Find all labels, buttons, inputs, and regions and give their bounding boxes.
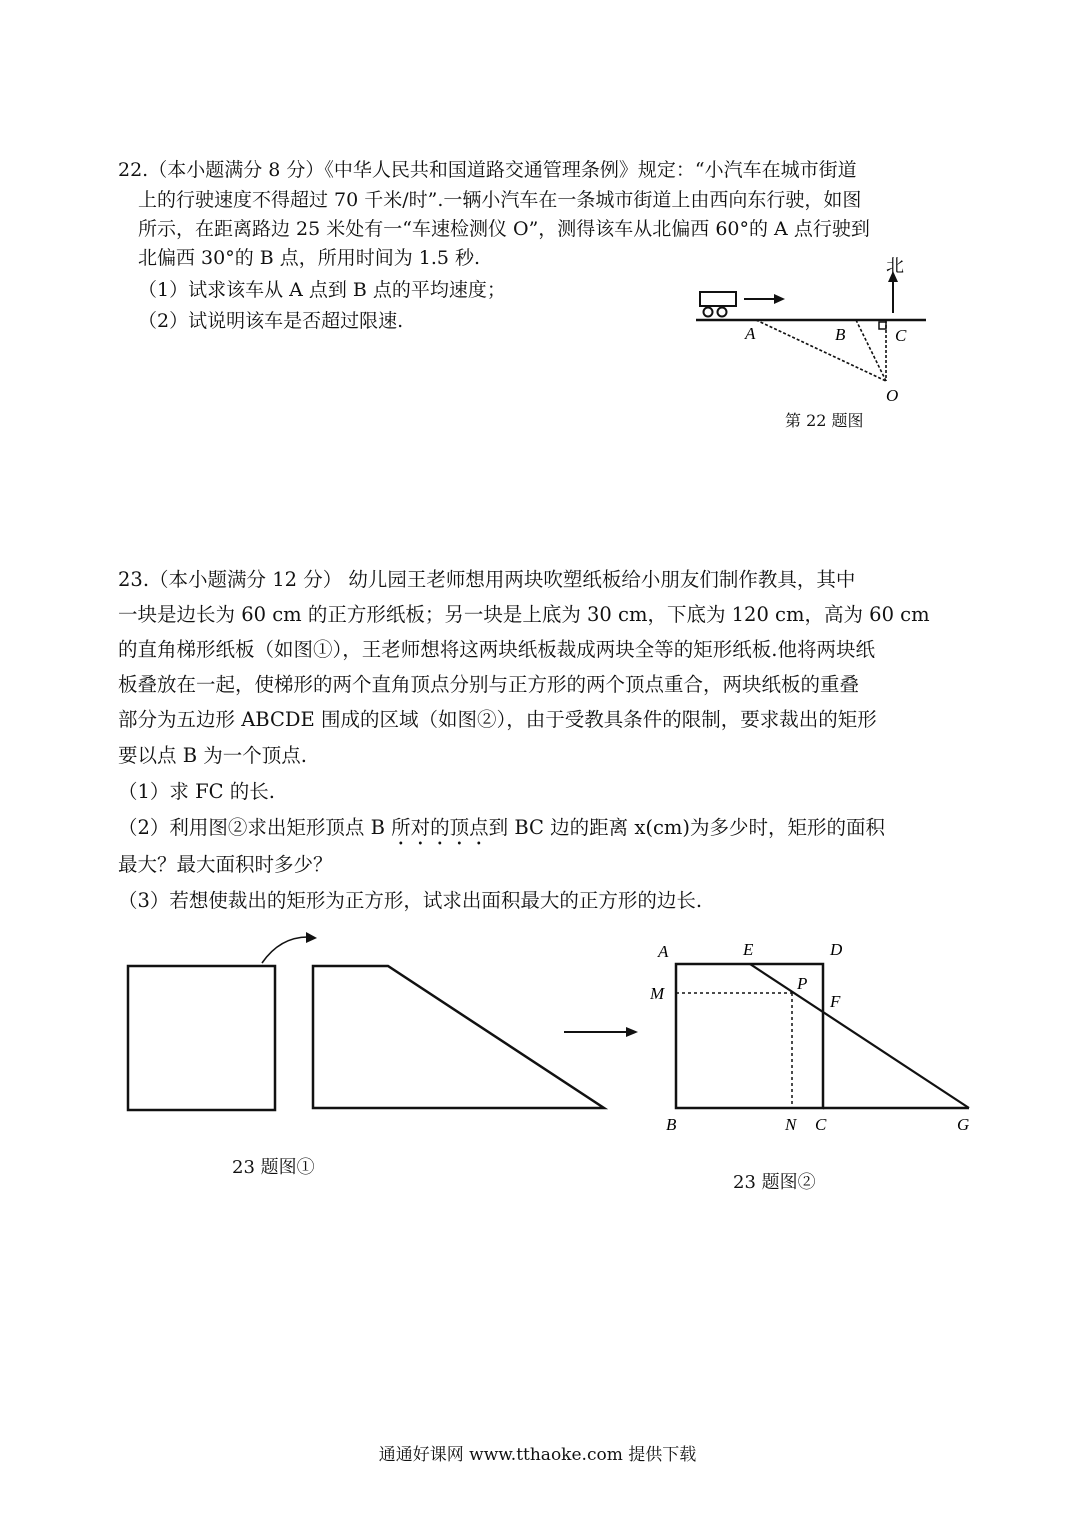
point-label-B: B xyxy=(835,325,846,344)
figure-22-caption: 第 22 题图 xyxy=(785,411,864,430)
car-wheel xyxy=(704,308,713,317)
slant-edge-EG xyxy=(750,964,969,1108)
q23-sub-2-emphasis: 所对的顶点 xyxy=(391,816,489,839)
car-icon xyxy=(700,292,736,306)
point-label-D: D xyxy=(830,940,843,959)
point-label-E: E xyxy=(743,940,754,959)
point-label-G: G xyxy=(957,1115,970,1134)
page-footer: 通通好课网 www.tthaoke.com 提供下载 xyxy=(378,1445,697,1465)
point-label-C: C xyxy=(815,1115,827,1134)
q23-line-5: 部分为五边形 ABCDE 围成的区域（如图②），由于受教具条件的限制，要求裁出的矩形 xyxy=(118,708,877,731)
point-label-P: P xyxy=(797,974,808,993)
q23-sub-2-part-1: （2）利用图②求出矩形顶点 B xyxy=(118,816,392,839)
q23-sub-2-part-3: 到 BC 边的距离 x(cm)为多少时，矩形的面积 xyxy=(488,816,885,839)
q23-sub-3: （3）若想使裁出的矩形为正方形，试求出面积最大的正方形的边长. xyxy=(118,889,703,912)
arrow-right-icon xyxy=(626,1027,638,1037)
q23-line-6: 要以点 B 为一个顶点. xyxy=(118,744,307,767)
square-board xyxy=(128,966,275,1110)
point-label-B: B xyxy=(666,1115,677,1134)
q22-line-3: 所示，在距离路边 25 米处有一“车速检测仪 O”，测得该车从北偏西 60°的 A 点行驶到 xyxy=(138,218,870,240)
point-label-M: M xyxy=(650,984,665,1003)
q23-line-2: 一块是边长为 60 cm 的正方形纸板；另一块是上底为 30 cm，下底为 120 cm，高为 60 cm xyxy=(118,603,930,626)
q23-line-4: 板叠放在一起，使梯形的两个直角顶点分别与正方形的两个顶点重合，两块纸板的重叠 xyxy=(118,673,860,696)
transform-arrow xyxy=(562,1022,642,1042)
north-label: 北 xyxy=(886,256,904,277)
q22-line-4: 北偏西 30°的 B 点，所用时间为 1.5 秒. xyxy=(138,247,481,269)
q23-sub-2 xyxy=(118,816,885,850)
q22-line-1: 22.（本小题满分 8 分）《中华人民共和国道路交通管理条例》规定：“小汽车在城市街道 xyxy=(118,159,857,181)
figure-23-1-caption: 23 题图① xyxy=(232,1157,315,1178)
figure-23-2 xyxy=(650,935,990,1140)
q22-line-2: 上的行驶速度不得超过 70 千米/时”.一辆小汽车在一条城市街道上由西向东行驶，如图 xyxy=(138,189,862,211)
figure-23-2-caption: 23 题图② xyxy=(733,1172,816,1193)
right-angle-mark xyxy=(879,322,886,329)
trapezoid-board xyxy=(313,966,604,1108)
point-label-A: A xyxy=(745,324,756,343)
point-label-N: N xyxy=(785,1115,797,1134)
q23-sub-1: （1）求 FC 的长. xyxy=(118,780,275,803)
q23-sub-2-cont: 最大？最大面积时多少？ xyxy=(118,853,333,876)
curved-arrow-icon xyxy=(262,937,308,963)
point-label-C: C xyxy=(895,326,907,345)
point-label-F: F xyxy=(830,992,841,1011)
point-label-O: O xyxy=(886,386,899,405)
figure-23-1 xyxy=(120,925,620,1120)
q23-line-3: 的直角梯形纸板（如图①），王老师想将这两块纸板裁成两块全等的矩形纸板.他将两块纸 xyxy=(118,638,875,661)
q22-sub-1: （1）试求该车从 A 点到 B 点的平均速度； xyxy=(138,279,506,301)
q22-sub-2: （2）试说明该车是否超过限速. xyxy=(138,310,404,332)
direction-arrow-icon xyxy=(774,294,785,304)
point-label-A: A xyxy=(658,942,669,961)
car-wheel xyxy=(718,308,727,317)
q23-line-1: 23.（本小题满分 12 分） 幼儿园王老师想用两块吹塑纸板给小朋友们制作教具，其中 xyxy=(118,568,856,591)
